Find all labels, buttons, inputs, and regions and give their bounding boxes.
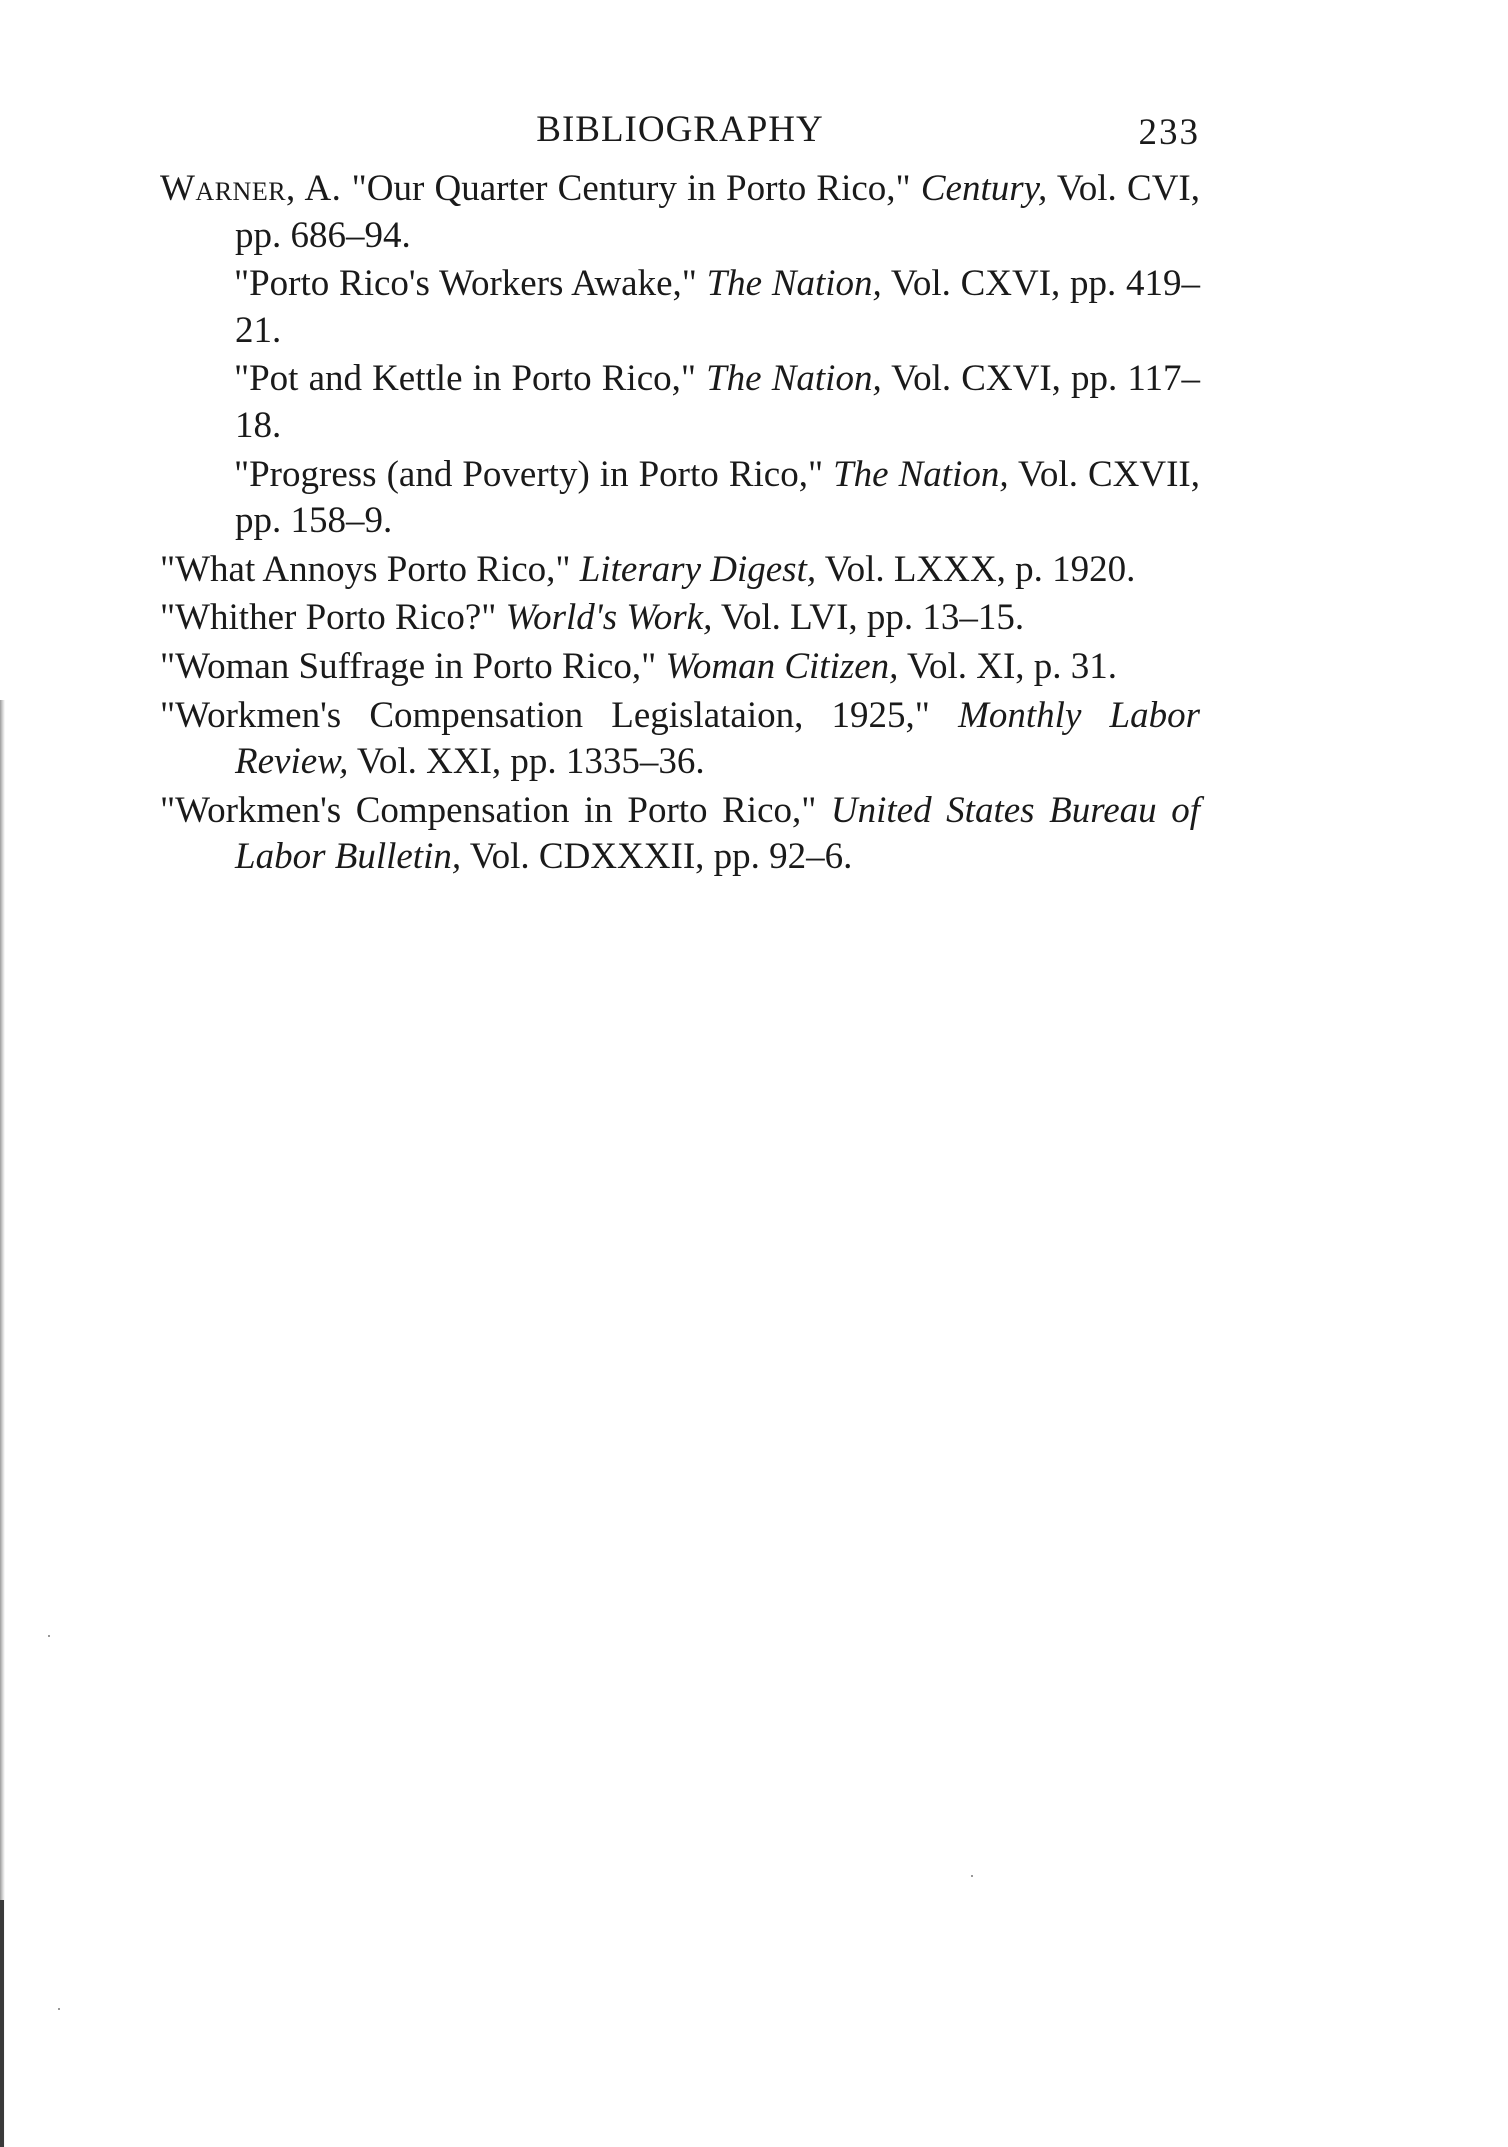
- entry-journal: Woman Citizen,: [665, 645, 899, 687]
- bibliography-entry: [160, 595, 1200, 642]
- bibliography-entry: [160, 356, 1200, 449]
- entry-journal: Literary Digest,: [579, 548, 817, 590]
- scan-speck: [971, 1875, 973, 1877]
- bibliography-entry: [160, 261, 1200, 354]
- entry-details: Vol. CDXXXII, pp. 92–6.: [461, 836, 853, 878]
- bibliography-entry: [160, 644, 1200, 691]
- entry-journal: The Nation,: [706, 263, 882, 305]
- entry-title: "Workmen's Compensation in Porto Rico,": [160, 789, 831, 831]
- entry-title: "Pot and Kettle in Porto Rico,": [234, 358, 707, 400]
- bibliography-entry: [160, 788, 1200, 881]
- entry-details: Vol. LXXX, p. 1920.: [816, 548, 1136, 590]
- bibliography-entry: [160, 547, 1200, 594]
- entry-title: "Whither Porto Rico?": [160, 597, 506, 639]
- bibliography-list: [160, 166, 1200, 883]
- entry-author: Warner, A.: [160, 168, 342, 209]
- entry-title: "Workmen's Compensation Legislataion, 1925,": [160, 694, 959, 736]
- entry-journal: Monthly Labor Review,: [235, 694, 1201, 783]
- entry-journal: United States Bureau of Labor Bulletin,: [235, 789, 1200, 878]
- entry-title: "Woman Suffrage in Porto Rico,": [160, 645, 666, 687]
- section-title: BIBLIOGRAPHY: [536, 109, 824, 150]
- scan-speck: [48, 1635, 50, 1637]
- entry-journal: World's Work,: [505, 597, 713, 639]
- entry-journal: The Nation,: [833, 453, 1009, 495]
- entry-details: Vol. CXVII, pp. 158–9.: [235, 453, 1201, 542]
- entry-details: Vol. CXVI, pp. 117–18.: [235, 358, 1200, 446]
- entry-details: Vol. LVI, pp. 13–15.: [712, 597, 1025, 639]
- scan-speck: [58, 2008, 60, 2010]
- entry-details: Vol. CXVI, pp. 419–21.: [235, 263, 1200, 351]
- entry-journal: The Nation,: [706, 358, 882, 400]
- entry-title: "What Annoys Porto Rico,": [160, 548, 580, 590]
- entry-title: "Porto Rico's Workers Awake,": [234, 263, 707, 305]
- running-head: [160, 108, 1200, 152]
- bibliography-entry: [160, 452, 1200, 545]
- page-binding-shadow: [0, 1900, 4, 2147]
- entry-title: "Our Quarter Century in Porto Rico,": [341, 168, 921, 209]
- entry-details: Vol. XXI, pp. 1335–36.: [348, 741, 705, 783]
- entry-title: "Progress (and Poverty) in Porto Rico,": [234, 453, 834, 495]
- entry-journal: Century,: [920, 168, 1048, 209]
- bibliography-entry: [160, 166, 1200, 259]
- bibliography-entry: [160, 693, 1200, 786]
- entry-details: Vol. XI, p. 31.: [898, 645, 1118, 687]
- entry-details: Vol. CVI, pp. 686–94.: [235, 168, 1200, 256]
- page-number: 233: [1138, 112, 1200, 153]
